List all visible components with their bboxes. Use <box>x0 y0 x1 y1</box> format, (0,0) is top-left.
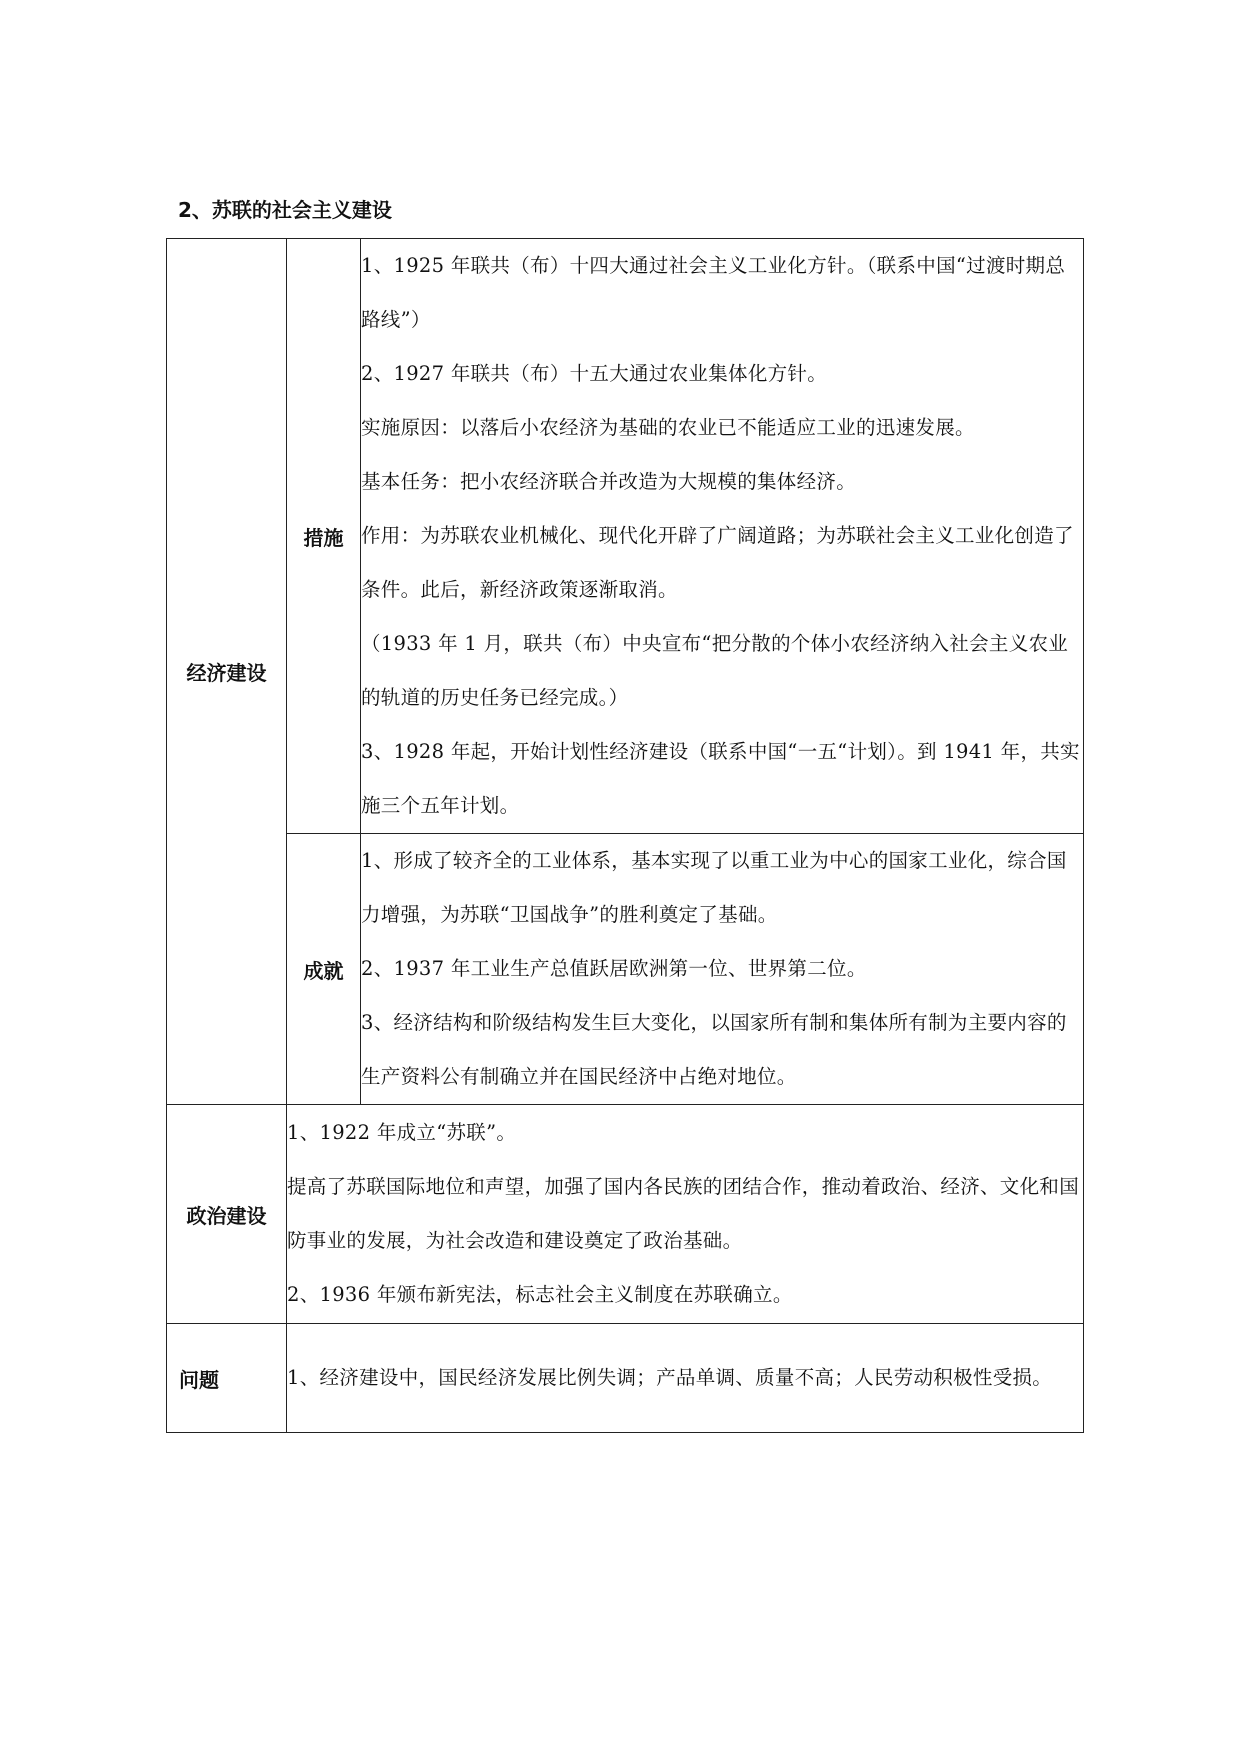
subcategory-achievements: 成就 <box>287 834 361 1105</box>
list-item: 1、1922 年成立“苏联”。 <box>287 1121 517 1144</box>
list-item: 3、经济结构和阶级结构发生巨大变化，以国家所有制和集体所有制为主要内容的生产资料公有制确立并在国民经济中占绝对地位。 <box>361 1011 1067 1088</box>
achievements-content <box>361 834 1084 1105</box>
subcategory-measures: 措施 <box>287 239 361 834</box>
category-political: 政治建设 <box>167 1105 287 1324</box>
list-item: 提高了苏联国际地位和声望，加强了国内各民族的团结合作，推动着政治、经济、文化和国防事业的发展，为社会改造和建设奠定了政治基础。 <box>287 1175 1080 1252</box>
list-item: 作用：为苏联农业机械化、现代化开辟了广阔道路；为苏联社会主义工业化创造了条件。此后，新经济政策逐渐取消。 <box>361 524 1074 601</box>
list-item: 1、1925 年联共（布）十四大通过社会主义工业化方针。（联系中国“过渡时期总路线”） <box>361 254 1066 331</box>
list-item: 基本任务：把小农经济联合并改造为大规模的集体经济。 <box>361 470 857 493</box>
page-title: 2、苏联的社会主义建设 <box>178 198 392 222</box>
list-item: 2、1936 年颁布新宪法，标志社会主义制度在苏联确立。 <box>287 1283 793 1306</box>
list-item: 2、1937 年工业生产总值跃居欧洲第一位、世界第二位。 <box>361 957 867 980</box>
measures-content <box>361 239 1084 834</box>
list-item: 1、形成了较齐全的工业体系，基本实现了以重工业为中心的国家工业化，综合国力增强，为苏联“卫国战争”的胜利奠定了基础。 <box>361 849 1067 926</box>
list-item: 3、1928 年起，开始计划性经济建设（联系中国“一五“计划）。到 1941 年，共实施三个五年计划。 <box>361 740 1080 817</box>
problems-content <box>287 1324 1084 1433</box>
list-item: 实施原因：以落后小农经济为基础的农业已不能适应工业的迅速发展。 <box>361 416 975 439</box>
table-row <box>167 1105 1084 1324</box>
category-problems: 问题 <box>167 1324 287 1433</box>
table-row <box>167 239 1084 834</box>
category-economic: 经济建设 <box>167 239 287 1105</box>
content-table <box>166 238 1084 1433</box>
table-row <box>167 1324 1084 1433</box>
list-item: （1933 年 1 月，联共（布）中央宣布“把分散的个体小农经济纳入社会主义农业的轨道的历史任务已经完成。） <box>361 632 1069 709</box>
list-item: 2、1927 年联共（布）十五大通过农业集体化方针。 <box>361 362 828 385</box>
table-row <box>167 834 1084 1105</box>
list-item: 1、经济建设中，国民经济发展比例失调；产品单调、质量不高；人民劳动积极性受损。 <box>287 1366 1053 1389</box>
political-content <box>287 1105 1084 1324</box>
